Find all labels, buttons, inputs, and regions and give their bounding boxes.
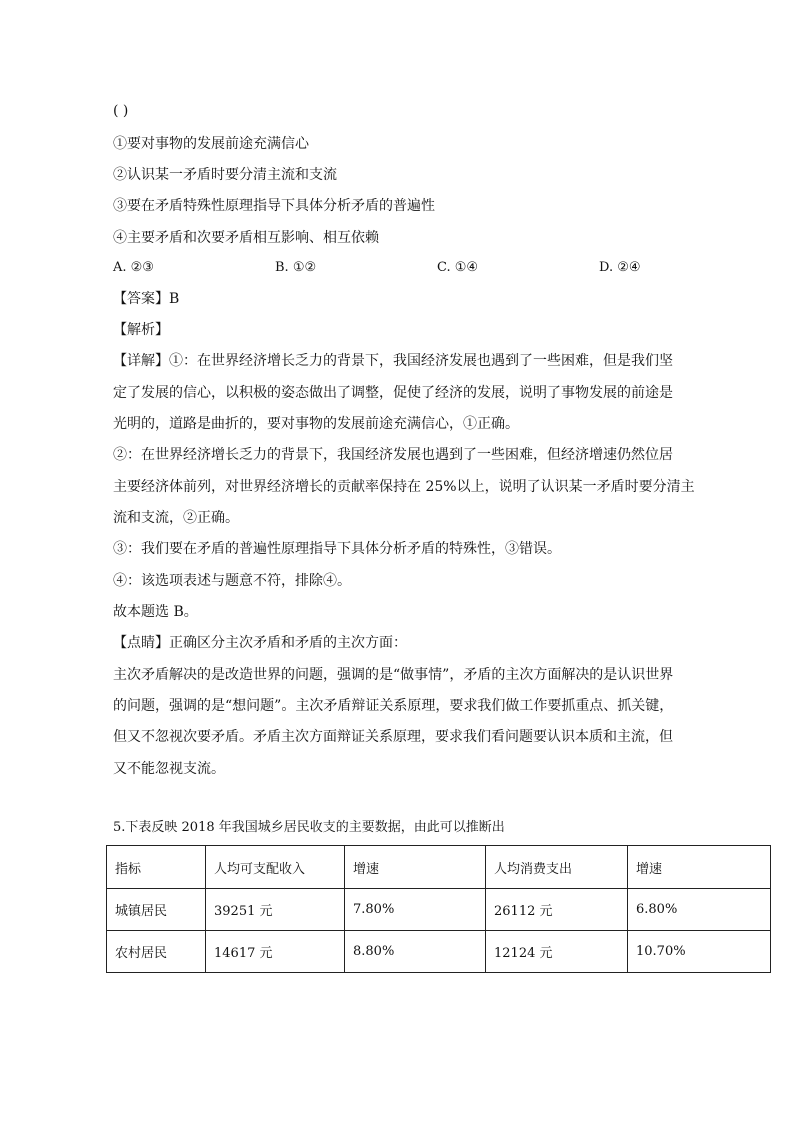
table-header-cell: 指标 (107, 846, 206, 889)
table-cell: 39251 元 (206, 889, 345, 931)
answer-blank: ( ) (113, 103, 129, 119)
detail-line: 主次矛盾解决的是改造世界的问题，强调的是“做事情”，矛盾的主次方面解决的是认识世界 (113, 667, 674, 683)
table-header-cell: 增速 (345, 846, 486, 889)
detail-line: 流和支流，②正确。 (113, 510, 239, 526)
table-cell: 6.80% (628, 889, 771, 931)
analysis-label: 【解析】 (113, 322, 169, 338)
statement-3: ③要在矛盾特殊性原理指导下具体分析矛盾的普遍性 (113, 198, 435, 214)
detail-line: 又不能忽视支流。 (113, 761, 225, 777)
statement-1: ①要对事物的发展前途充满信心 (113, 136, 309, 152)
table-cell: 7.80% (345, 889, 486, 931)
option-d: D. ②④ (599, 260, 641, 275)
answer-line: 【答案】B (113, 291, 180, 307)
detail-line: 主要经济体前列，对世界经济增长的贡献率保持在 25%以上，说明了认识某一矛盾时要分清主 (113, 479, 695, 495)
detail-line: 故本题选 B。 (113, 604, 198, 620)
table-cell: 26112 元 (486, 889, 628, 931)
table-header-cell: 增速 (628, 846, 771, 889)
detail-line: ④：该选项表述与题意不符，排除④。 (113, 573, 351, 589)
detail-line: 【详解】①：在世界经济增长乏力的背景下，我国经济发展也遇到了一些困难，但是我们坚 (113, 353, 673, 369)
detail-line: 【点睛】正确区分主次矛盾和矛盾的主次方面： (113, 635, 407, 651)
table-header-row (107, 846, 771, 889)
table-row (107, 889, 771, 931)
table-header-cell: 人均可支配收入 (206, 846, 345, 889)
option-b: B. ①② (275, 260, 317, 275)
income-expenditure-table (106, 845, 771, 973)
table-cell: 农村居民 (107, 931, 206, 973)
table-cell: 8.80% (345, 931, 486, 973)
table-cell: 12124 元 (486, 931, 628, 973)
table-cell: 14617 元 (206, 931, 345, 973)
table-row (107, 931, 771, 973)
option-c: C. ①④ (437, 260, 479, 275)
detail-line: 定了发展的信心，以积极的姿态做出了调整，促使了经济的发展，说明了事物发展的前途是 (113, 385, 673, 401)
question-5-stem: 5.下表反映 2018 年我国城乡居民收支的主要数据，由此可以推断出 (113, 820, 505, 835)
detail-line: 的问题，强调的是“想问题”。主次矛盾辩证关系原理，要求我们做工作要抓重点、抓关键， (113, 698, 674, 714)
option-a: A. ②③ (113, 260, 154, 275)
statement-2: ②认识某一矛盾时要分清主流和支流 (113, 167, 337, 183)
detail-line: ②：在世界经济增长乏力的背景下，我国经济发展也遇到了一些困难，但经济增速仍然位居 (113, 447, 673, 463)
table-header-cell: 人均消费支出 (486, 846, 628, 889)
detail-line: 但又不忽视次要矛盾。矛盾主次方面辩证关系原理，要求我们看问题要认识本质和主流，但 (113, 729, 673, 745)
detail-line: ③：我们要在矛盾的普遍性原理指导下具体分析矛盾的特殊性，③错误。 (113, 541, 561, 557)
table-cell: 城镇居民 (107, 889, 206, 931)
detail-line: 光明的，道路是曲折的，要对事物的发展前途充满信心，①正确。 (113, 416, 519, 432)
statement-4: ④主要矛盾和次要矛盾相互影响、相互依赖 (113, 230, 379, 246)
table-cell: 10.70% (628, 931, 771, 973)
